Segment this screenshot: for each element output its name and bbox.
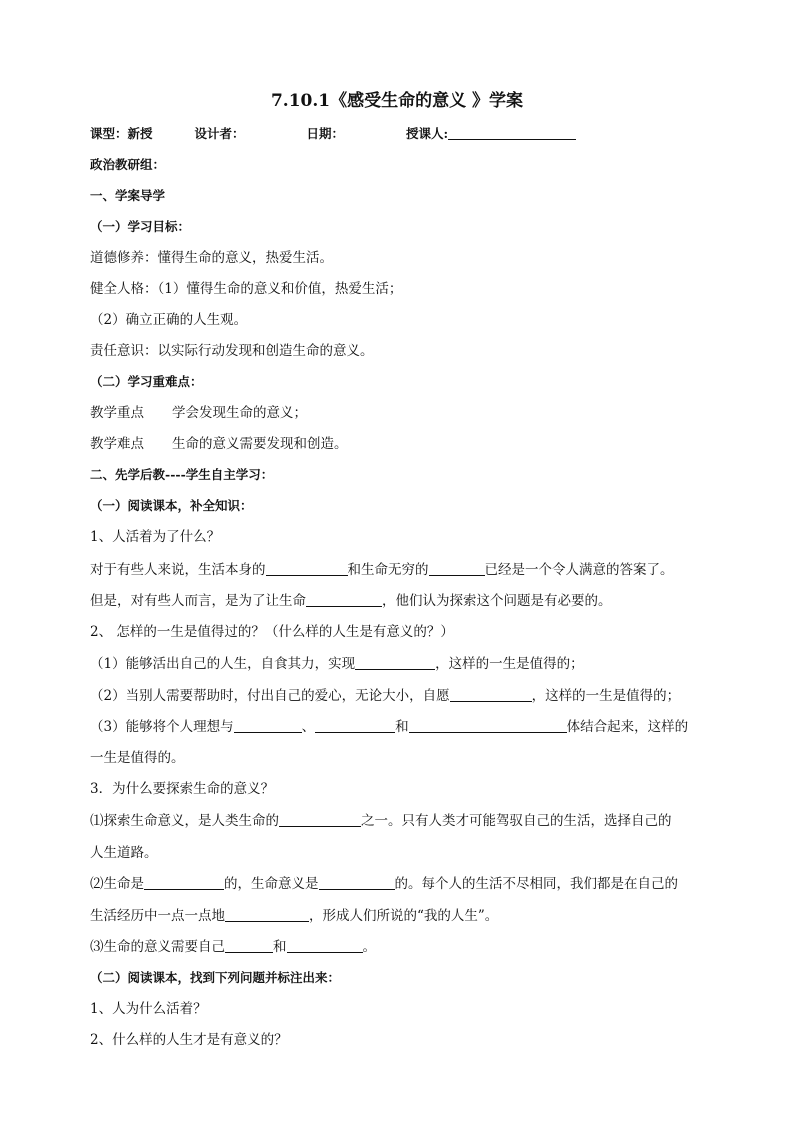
teacher-blank[interactable]	[448, 125, 576, 140]
question-2-line-b: （2）当别人需要帮助时，付出自己的爱心，无论大小，自愿 ，这样的一生是值得的；	[90, 688, 681, 704]
goal-responsibility: 责任意识：以实际行动发现和创造生命的意义。	[90, 343, 374, 359]
question-3: 3．为什么要探索生命的意义？	[90, 781, 275, 797]
difficulty-row	[90, 434, 348, 454]
page-title: 7.10.1《感受生命的意义 》学案	[270, 91, 524, 111]
goal-personality: 健全人格：（1）懂得生命的意义和价值，热爱生活；	[90, 281, 403, 297]
question-1: 1、人活着为了什么？	[90, 529, 221, 545]
section-heading-1: 一、学案导学	[90, 188, 166, 203]
fill-blank[interactable]	[225, 938, 273, 953]
fill-blank[interactable]	[225, 907, 309, 922]
reading-question-1: 1、人为什么活着？	[90, 1001, 207, 1017]
subheading-reading: （二）阅读课本，找到下列问题并标注出来：	[90, 970, 341, 985]
subheading-goals: （一）学习目标：	[90, 219, 191, 234]
question-1-line-b: 但是，对有些人而言，是为了让生命 ，他们认为探索这个问题是有必要的。	[90, 593, 612, 609]
subheading-fill-in: （一）阅读课本，补全知识：	[90, 498, 253, 513]
fill-blank[interactable]	[144, 875, 224, 890]
fill-blank[interactable]	[450, 687, 532, 702]
fill-blank[interactable]	[287, 938, 363, 953]
designer-label: 设计者：	[194, 126, 245, 141]
goal-worldview: （2）确立正确的人生观。	[90, 312, 248, 328]
fill-blank[interactable]	[279, 812, 361, 827]
question-3-line-c: 生活经历中一点一点地 ，形成人们所说的“我的人生”。	[90, 908, 499, 924]
question-3-line-b: ⑵生命是 的，生命意义是 的。每个人的生活不尽相同，我们都是在自己的	[90, 876, 678, 892]
fill-blank[interactable]	[234, 718, 302, 733]
key-point-label: 教学重点	[90, 405, 144, 421]
question-3-line-a2: 人生道路。	[90, 845, 158, 861]
question-2: 2、 怎样的一生是值得过的？（什么样的人生是有意义的？）	[90, 624, 454, 640]
fill-blank[interactable]	[319, 875, 395, 890]
research-group: 政治教研组：	[90, 157, 166, 172]
question-3-line-a: ⑴探索生命意义，是人类生命的 之一。只有人类才可能驾驭自己的生活，选择自己的	[90, 813, 672, 829]
fill-blank[interactable]	[355, 655, 435, 670]
fill-blank[interactable]	[429, 561, 485, 576]
question-2-line-c: （3）能够将个人理想与 、 和 体结合起来，这样的	[90, 719, 689, 735]
section-heading-2: 二、先学后教----学生自主学习：	[90, 467, 274, 482]
question-1-line-a: 对于有些人来说，生活本身的 和生命无穷的 已经是一个令人满意的答案了。	[90, 562, 674, 578]
question-2-line-d: 一生是值得的。	[90, 750, 185, 766]
question-3-line-d: ⑶生命的意义需要自己 和 。	[90, 939, 376, 955]
meta-row	[90, 124, 576, 144]
reading-question-2: 2、什么样的人生才是有意义的？	[90, 1032, 288, 1048]
goal-moral: 道德修养：懂得生命的意义，热爱生活。	[90, 250, 333, 266]
date-label: 日期：	[306, 126, 345, 141]
fill-blank[interactable]	[315, 718, 395, 733]
difficulty-text: 生命的意义需要发现和创造。	[172, 436, 348, 452]
fill-blank[interactable]	[306, 592, 382, 607]
fill-blank[interactable]	[409, 718, 567, 733]
teacher-label: 授课人:	[406, 126, 449, 141]
key-point-text: 学会发现生命的意义；	[172, 405, 307, 421]
question-2-line-a: （1）能够活出自己的人生，自食其力，实现 ，这样的一生是值得的；	[90, 656, 584, 672]
subheading-key-points: （二）学习重难点：	[90, 374, 203, 389]
key-point-row	[90, 403, 307, 423]
lesson-type: 课型：新授	[90, 126, 153, 141]
difficulty-label: 教学难点	[90, 436, 144, 452]
fill-blank[interactable]	[266, 561, 348, 576]
